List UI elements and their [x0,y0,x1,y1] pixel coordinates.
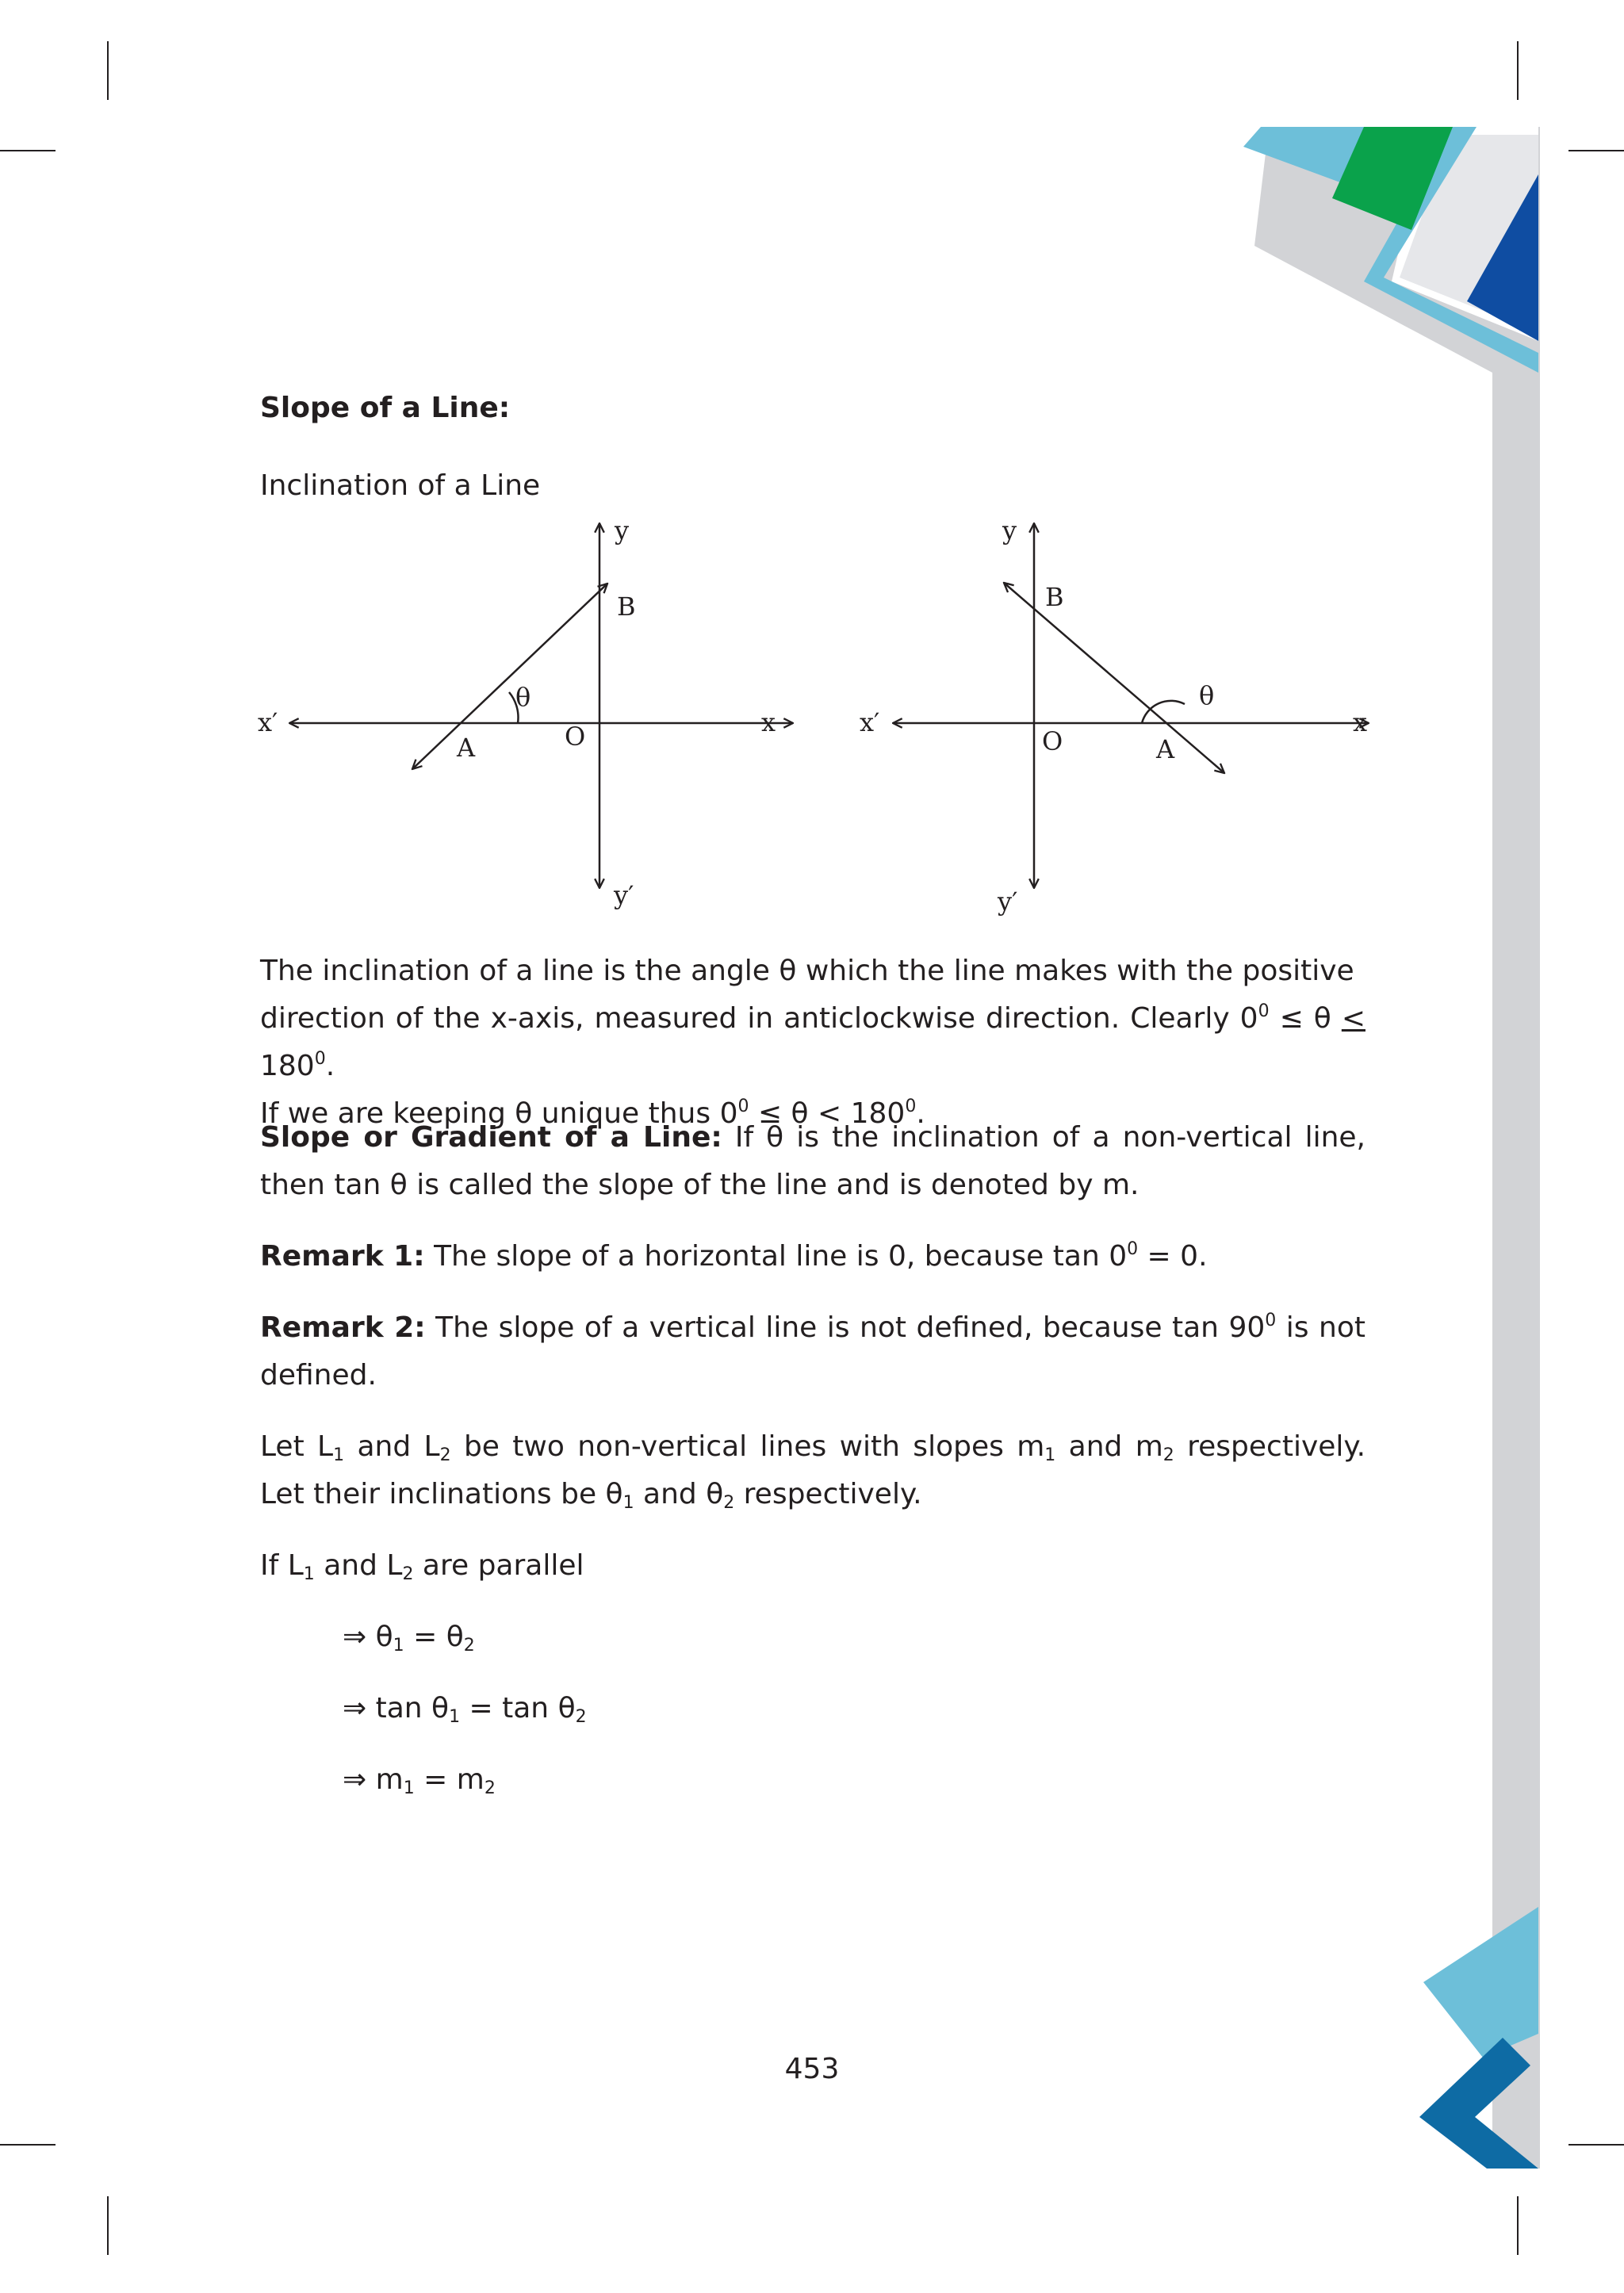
parallel-paragraph: If $L_1$ and $L_2$ are parallel [260,1549,584,1584]
line-ab [1004,583,1224,773]
slope-definition-text: If θ is the inclination of a non-vertical line, then tan θ is called the slope of the line and is denoted by m. [260,1121,1365,1201]
label-y-prime: y′ [998,886,1018,917]
label-y: y [615,515,630,545]
bottom-lightblue-diamond [1423,1907,1538,2058]
inclination-paragraph [260,947,1365,1138]
inclination-line-3: If we are keeping θ unique thus $0^0 \le \theta < 180^0$. [260,1097,925,1130]
figure-negative-slope [853,515,1385,931]
page-number: 453 [784,2053,840,2085]
label-x-prime: x′ [258,707,278,737]
implication-3: ⇒ $m_1 = m_2$ [343,1763,496,1798]
remark-1-label: Remark 1: [260,1240,425,1273]
label-theta: θ [1199,680,1215,710]
slope-definition [260,1114,1365,1209]
remark-2-label: Remark 2: [260,1311,426,1344]
label-x: x [761,707,776,737]
label-a: A [457,733,476,763]
figure-positive-slope [254,515,809,931]
label-x-prime: x′ [860,707,880,737]
inclination-line-1: The inclination of a line is the angle θ which the line makes with the positive [260,955,1354,987]
inclination-line-2: direction of the x-axis, measured in anticlockwise direction. Clearly $0^0 \le \theta < 180^0$. [260,1001,1365,1082]
implication-1: ⇒ $\theta_1 = \theta_2$ [343,1621,475,1656]
label-theta: θ [515,682,531,712]
label-a: A [1156,734,1175,764]
remark-2: Remark 2: The slope of a vertical line is not defined, because $\tan 90^0$ is not defined. [260,1311,1365,1391]
subheading: Inclination of a Line [260,469,541,502]
section-heading: Slope of a Line: [260,392,511,424]
label-o: O [1042,726,1063,756]
label-o: O [565,722,586,752]
label-b: B [617,591,636,622]
label-x: x [1353,707,1368,737]
label-y: y [1002,515,1017,545]
label-y-prime: y′ [614,880,634,910]
label-b: B [1045,582,1064,612]
implication-2: ⇒ $\tan \theta_1 = \tan \theta_2$ [343,1692,587,1727]
remark-1: Remark 1: The slope of a horizontal line is 0, because $\tan 0^0 = 0$. [260,1239,1208,1273]
right-grey-band [1492,127,1540,2169]
lines-paragraph: Let $L_1$ and $L_2$ be two non-vertical lines with slopes $m_1$ and $m_2$ respectively. Let their inclinations be $\theta_1$ and $\theta_2$ respectively. [260,1430,1366,1513]
slope-definition-label: Slope or Gradient of a Line: [260,1121,722,1154]
